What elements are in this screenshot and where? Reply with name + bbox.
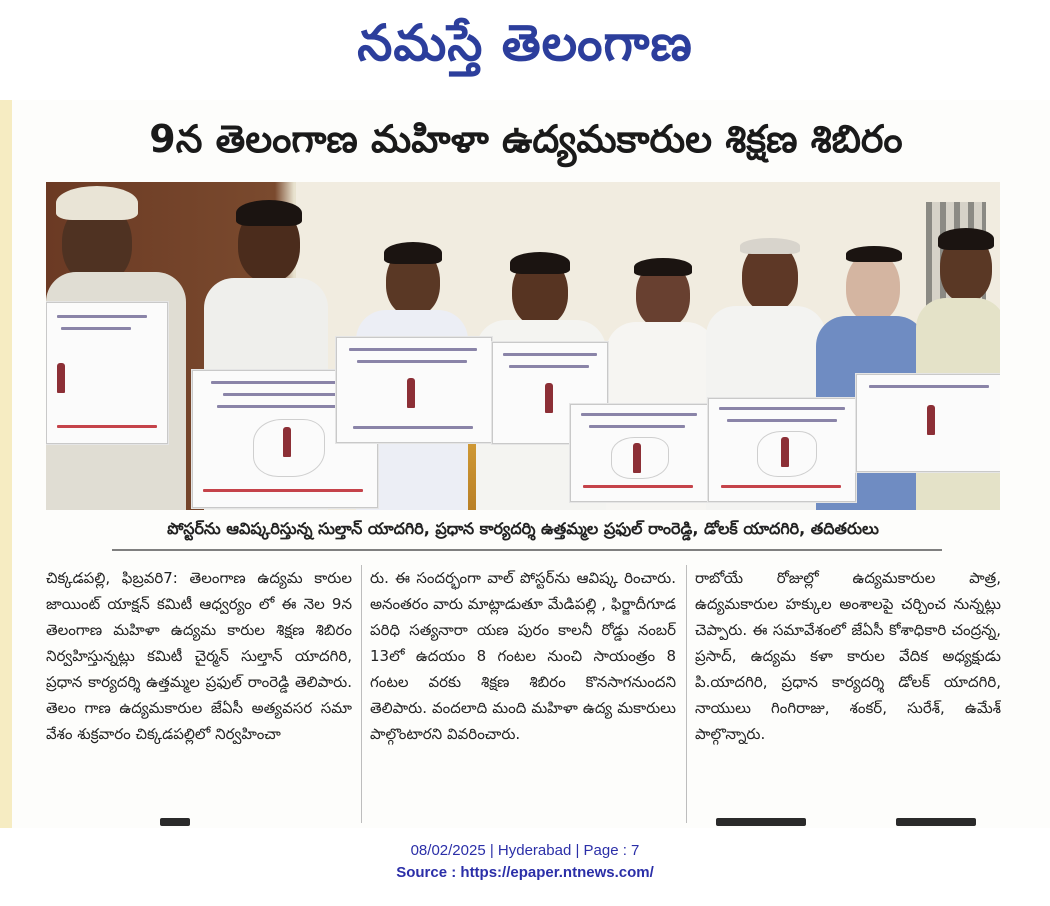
article-column-2: రు. ఈ సందర్భంగా వాల్ పోస్టర్‌ను ఆవిష్క రించారు. అనంతరం వారు మాట్లాడుతూ మేడిపల్లి , ఫిర్జాదీగూడ పరిధి సత్యనారా యణ పురం కాలనీ రోడ్డు నంబర్ 13లో ఉదయం 8 గంటల నుంచి సాయంత్రం 8 గంటల వరకు శిక్షణ శిబిరం కొనసాగనుందని తెలిపారు. వందలాది మంది మహిళా ఉద్య మకారులు పాల్గొంటారని వివరించారు. [370,569,676,743]
article-column-1: చిక్కడపల్లి, ఫిబ్రవరి7: తెలంగాణ ఉద్యమ కారుల జాయింట్ యాక్షన్ కమిటీ ఆధ్వర్యం లో ఈ నెల 9న తెలంగాణ మహిళా ఉద్యమ కారుల శిక్షణ శిబిరం నిర్వహిస్తున్నట్లు కమిటీ చైర్మన్ సుల్తాన్ యాదగిరి, ప్రధాన కార్యదర్శి ఉత్తమ్మల ప్రఫుల్ రాంరెడ్డి తెలిపారు. తెలం గాణ ఉద్యమకారుల జేఏసీ అత్యవసర సమా వేశం శుక్రవారం చిక్కడపల్లిలో నిర్వహించా [46,569,352,743]
page-footer [0,840,1050,884]
cropped-text-fragment [896,818,976,826]
newspaper-masthead: నమస్తే తెలంగాణ [357,13,693,72]
wall-poster [856,374,1000,472]
cropped-text-fragment [716,818,806,826]
wall-poster [570,404,708,502]
photo-caption: పోస్టర్‌ను ఆవిష్కరిస్తున్న సుల్తాన్ యాదగిరి, ప్రధాన కార్యదర్శి ఉత్తమ్మల ప్రఫుల్ రాంరెడ్డి, డోలక్ యాదగిరి, తదితరులు [167,519,879,538]
article-headline: 9న తెలంగాణ మహిళా ఉద్యమకారుల శిక్షణ శిబిరం [149,117,903,161]
wall-poster [708,398,856,502]
page-edge-strip [0,100,12,828]
footer-source-line: Source : https://epaper.ntnews.com/ [396,864,654,881]
wall-poster [336,337,492,443]
article-column-3: రాబోయే రోజుల్లో ఉద్యమకారుల పాత్ర, ఉద్యమకారుల హక్కుల అంశాలపై చర్చించ నున్నట్లు చెప్పారు. ఈ సమావేశంలో జేఏసీ కోశాధికారి చంద్రన్న, ప్రసాద్, ఉద్యమ కళా కారుల వేదిక అధ్యక్షుడు పి.యాదగిరి, ప్రధాన కార్యదర్శి డోలక్ యాదగిరి, నాయులు గింగిరాజు, శంకర్, సురేశ్, ఉమేశ్ పాల్గొన్నారు. [695,569,1001,743]
caption-divider [112,549,942,551]
column-divider [686,565,687,823]
article-photo [46,182,1000,510]
footer-date-line: 08/02/2025 | Hyderabad | Page : 7 [410,842,640,859]
column-divider [361,565,362,823]
cropped-text-fragment [160,818,190,826]
wall-poster [46,302,168,444]
